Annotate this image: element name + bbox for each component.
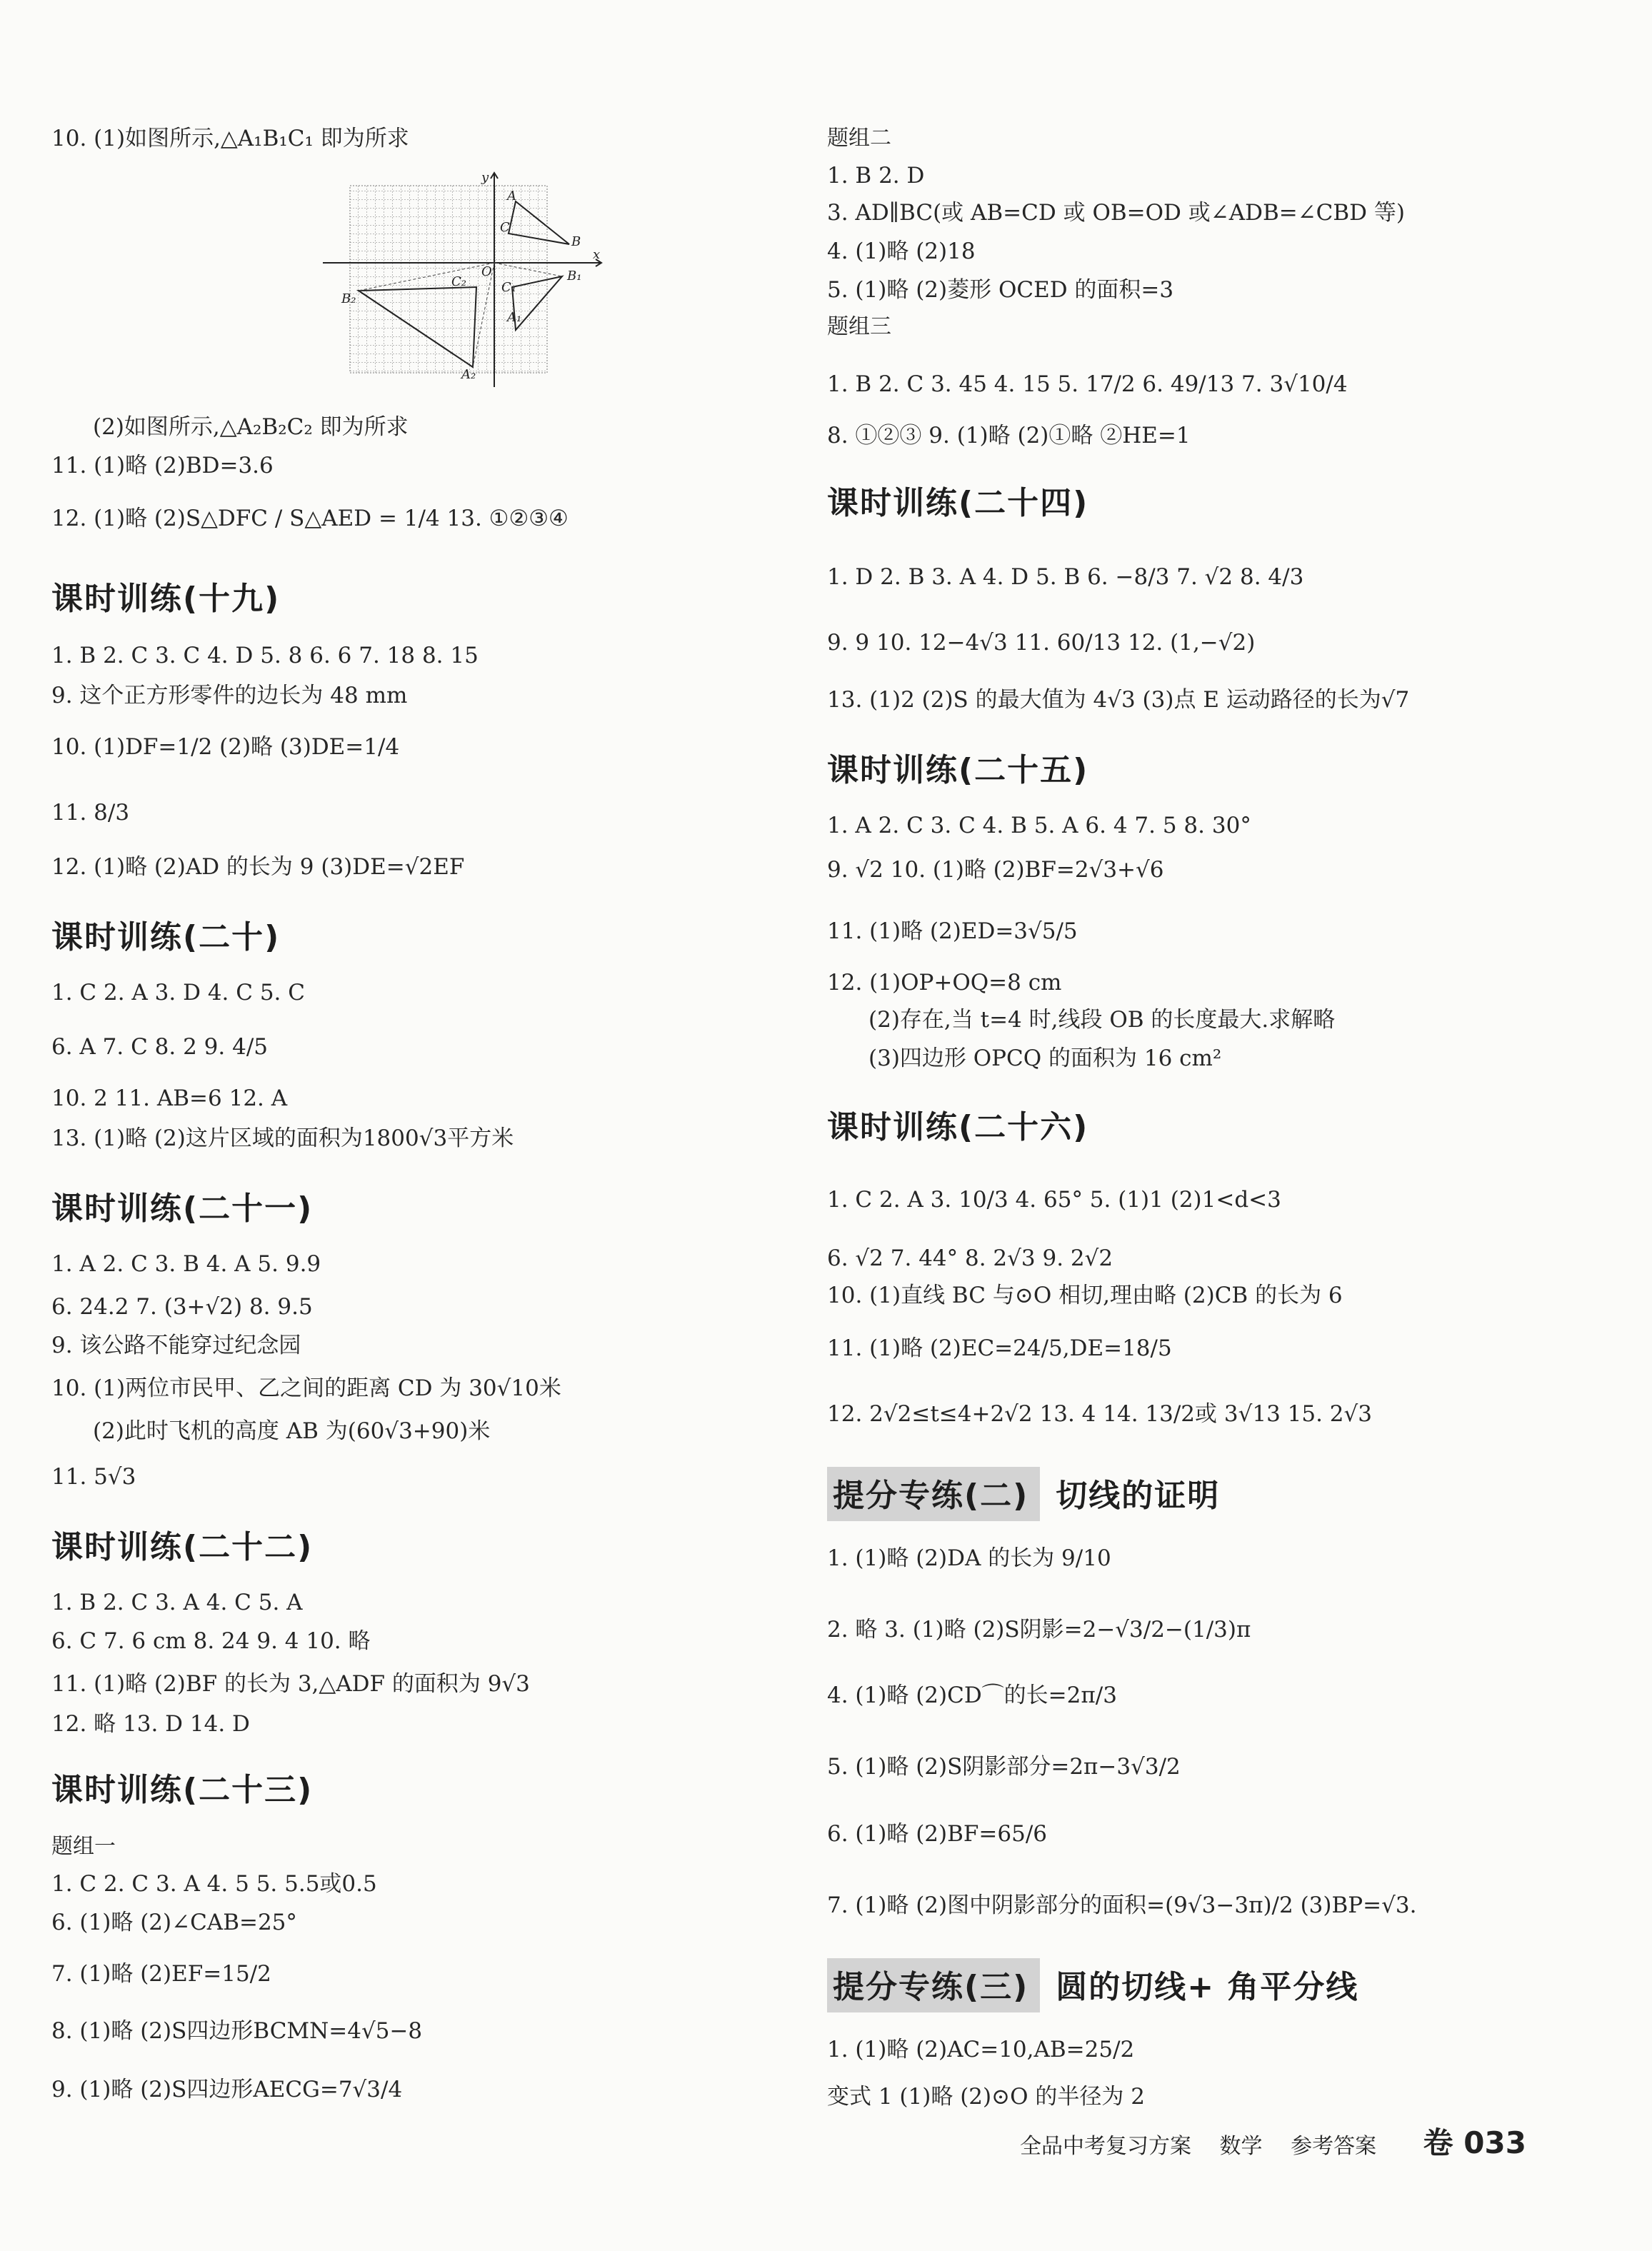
answer-line: 12. 2√2≤t≤4+2√2 13. 4 14. 13/2或 3√13 15. 2√3: [827, 1401, 1372, 1427]
practice-subtitle: 圆的切线+ 角平分线: [1056, 1969, 1359, 2005]
section-heading-practice-3: [827, 1958, 1358, 2012]
group-label: 题组一: [51, 1834, 116, 1859]
answer-line: (2)此时飞机的高度 AB 为(60√3+90)米: [93, 1418, 491, 1444]
answer-line: 12. (1)略 (2)S△DFC / S△AED = 1/4 13. ①②③④: [51, 506, 569, 531]
answer-line: 1. C 2. A 3. D 4. C 5. C: [51, 980, 305, 1006]
section-heading: 课时训练(二十五): [827, 752, 1089, 788]
practice-label-box: 提分专练(三): [827, 1958, 1040, 2012]
answer-line: 1. C 2. C 3. A 4. 5 5. 5.5或0.5: [51, 1871, 377, 1897]
answer-line: 6. C 7. 6 cm 8. 24 9. 4 10. 略: [51, 1628, 371, 1654]
label-b: B: [571, 234, 581, 249]
answer-line: 13. (1)略 (2)这片区域的面积为1800√3平方米: [51, 1126, 514, 1151]
label-c2: C₂: [451, 274, 466, 289]
answer-line: 11. 8/3: [51, 800, 130, 826]
answer-line: (2)存在,当 t=4 时,线段 OB 的长度最大.求解略: [868, 1007, 1336, 1033]
answer-line: 4. (1)略 (2)18: [827, 239, 976, 264]
answer-line: 7. (1)略 (2)EF=15/2: [51, 1961, 271, 1987]
answer-line: 1. (1)略 (2)AC=10,AB=25/2: [827, 2037, 1135, 2062]
answer-line: 12. (1)略 (2)AD 的长为 9 (3)DE=√2EF: [51, 854, 465, 880]
answer-line: 6. 24.2 7. (3+√2) 8. 9.5: [51, 1294, 313, 1320]
section-heading: 课时训练(二十三): [51, 1772, 314, 1808]
group-label: 题组三: [827, 314, 891, 339]
label-a: A: [507, 189, 516, 204]
answer-line: 9. 9 10. 12−4√3 11. 60/13 12. (1,−√2): [827, 630, 1256, 656]
section-heading: 课时训练(二十六): [827, 1109, 1089, 1145]
answer-line: 9. 这个正方形零件的边长为 48 mm: [51, 683, 408, 708]
answer-line: 8. (1)略 (2)S四边形BCMN=4√5−8: [51, 2018, 423, 2044]
answer-line: 2. 略 3. (1)略 (2)S阴影=2−√3/2−(1/3)π: [827, 1617, 1251, 1643]
coordinate-grid-figure: [273, 166, 616, 394]
footer-book-title: 全品中考复习方案: [1020, 2134, 1191, 2159]
answer-line: 7. (1)略 (2)图中阴影部分的面积=(9√3−3π)/2 (3)BP=√3.: [827, 1892, 1417, 1918]
label-c1: C₁: [501, 280, 516, 295]
answer-line: 8. ①②③ 9. (1)略 (2)①略 ②HE=1: [827, 423, 1191, 448]
label-b1: B₁: [567, 269, 582, 284]
answer-line: 1. B 2. C 3. A 4. C 5. A: [51, 1590, 303, 1615]
answer-line: 10. 2 11. AB=6 12. A: [51, 1086, 288, 1111]
page-number: 卷 033: [1423, 2125, 1526, 2160]
answer-line: 5. (1)略 (2)菱形 OCED 的面积=3: [827, 277, 1174, 303]
origin-label: O: [481, 264, 492, 279]
practice-label-box: 提分专练(二): [827, 1467, 1040, 1521]
page-footer: [1020, 2120, 1548, 2162]
answer-line: 1. B 2. C 3. 45 4. 15 5. 17/2 6. 49/13 7. 3√10/4: [827, 371, 1348, 397]
answer-line: 4. (1)略 (2)CD⌒的长=2π/3: [827, 1683, 1117, 1708]
answer-line: 10. (1)DF=1/2 (2)略 (3)DE=1/4: [51, 734, 400, 760]
section-heading: 课时训练(十九): [51, 581, 281, 617]
answer-line: 9. 该公路不能穿过纪念园: [51, 1333, 301, 1358]
practice-subtitle: 切线的证明: [1056, 1478, 1221, 1514]
answer-line: 6. (1)略 (2)BF=65/6: [827, 1821, 1047, 1847]
answer-line: (3)四边形 OPCQ 的面积为 16 cm²: [868, 1046, 1222, 1071]
answer-line: 变式 1 (1)略 (2)⊙O 的半径为 2: [827, 2084, 1145, 2110]
label-a1: A₁: [507, 310, 522, 325]
answer-line: 12. (1)OP+OQ=8 cm: [827, 970, 1062, 996]
answer-line: 11. 5√3: [51, 1464, 136, 1490]
section-heading: 课时训练(二十二): [51, 1529, 314, 1565]
label-a2: A₂: [461, 367, 476, 382]
answer-line: 6. A 7. C 8. 2 9. 4/5: [51, 1034, 269, 1060]
label-b2: B₂: [341, 291, 356, 306]
answer-line: 9. √2 10. (1)略 (2)BF=2√3+√6: [827, 857, 1164, 883]
answer-line: 1. B 2. C 3. C 4. D 5. 8 6. 6 7. 18 8. 15: [51, 643, 479, 668]
section-heading: 课时训练(二十): [51, 919, 281, 956]
answer-line: 11. (1)略 (2)EC=24/5,DE=18/5: [827, 1335, 1172, 1361]
answer-line: 1. D 2. B 3. A 4. D 5. B 6. −8/3 7. √2 8. 4/3: [827, 564, 1304, 590]
answer-line: 1. (1)略 (2)DA 的长为 9/10: [827, 1545, 1111, 1571]
answer-line: 6. (1)略 (2)∠CAB=25°: [51, 1910, 297, 1935]
answer-line: 10. (1)如图所示,△A₁B₁C₁ 即为所求: [51, 126, 409, 151]
answer-line: 5. (1)略 (2)S阴影部分=2π−3√3/2: [827, 1754, 1181, 1780]
y-axis-label: y: [481, 170, 489, 185]
footer-subject: 数学: [1219, 2134, 1263, 2159]
answer-line: 3. AD∥BC(或 AB=CD 或 OB=OD 或∠ADB=∠CBD 等): [827, 200, 1405, 226]
answer-line: 1. B 2. D: [827, 163, 925, 189]
answer-line: 11. (1)略 (2)ED=3√5/5: [827, 918, 1078, 944]
answer-line: (2)如图所示,△A₂B₂C₂ 即为所求: [93, 414, 409, 440]
section-heading: 课时训练(二十一): [51, 1190, 314, 1227]
answer-line: 10. (1)两位市民甲、乙之间的距离 CD 为 30√10米: [51, 1375, 561, 1401]
answer-line: 1. A 2. C 3. C 4. B 5. A 6. 4 7. 5 8. 30°: [827, 813, 1251, 838]
answer-line: 1. C 2. A 3. 10/3 4. 65° 5. (1)1 (2)1<d<3: [827, 1187, 1281, 1213]
answer-line: 1. A 2. C 3. B 4. A 5. 9.9: [51, 1251, 321, 1277]
answer-line: 11. (1)略 (2)BF 的长为 3,△ADF 的面积为 9√3: [51, 1671, 530, 1697]
group-label: 题组二: [827, 126, 891, 151]
answer-line: 13. (1)2 (2)S 的最大值为 4√3 (3)点 E 运动路径的长为√7: [827, 687, 1410, 713]
section-heading: 课时训练(二十四): [827, 485, 1089, 521]
footer-section: 参考答案: [1291, 2134, 1377, 2159]
answer-line: 12. 略 13. D 14. D: [51, 1711, 250, 1737]
answer-line: 9. (1)略 (2)S四边形AECG=7√3/4: [51, 2077, 403, 2102]
label-c: C: [500, 220, 510, 235]
answer-line: 11. (1)略 (2)BD=3.6: [51, 453, 274, 478]
answer-line: 6. √2 7. 44° 8. 2√3 9. 2√2: [827, 1245, 1113, 1271]
answer-line: 10. (1)直线 BC 与⊙O 相切,理由略 (2)CB 的长为 6: [827, 1283, 1343, 1308]
grid: [350, 186, 547, 373]
section-heading-practice-2: [827, 1467, 1220, 1521]
x-axis-label: x: [593, 247, 601, 262]
